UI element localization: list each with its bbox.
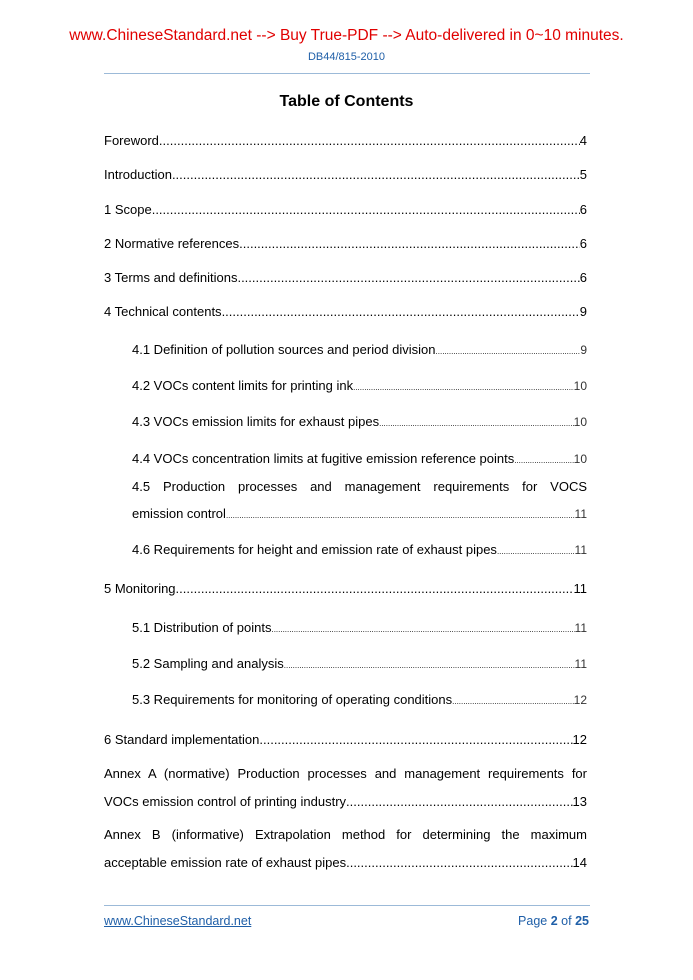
toc-label: 4.3 VOCs emission limits for exhaust pipes: [132, 414, 380, 429]
toc-label: 4 Technical contents: [104, 304, 222, 319]
page-of: of: [561, 914, 572, 928]
toc-label: Foreword: [104, 133, 159, 148]
toc-entry-annex-b[interactable]: [104, 855, 587, 870]
toc-entry-annex-a-line1[interactable]: Annex A (normative) Production processes and management requirements for: [104, 766, 587, 781]
toc-label: VOCs emission control of printing industry: [104, 794, 347, 809]
toc-page: 10: [573, 415, 587, 429]
toc-entry-terms[interactable]: [104, 270, 587, 285]
header-divider: [104, 73, 590, 74]
toc-page: 4: [579, 133, 587, 148]
toc-label: 4.4 VOCs concentration limits at fugitive emission reference points: [132, 451, 515, 466]
toc-entry-foreword[interactable]: [104, 133, 587, 148]
toc-page: 11: [574, 507, 587, 521]
toc-entry-5-2[interactable]: [132, 656, 587, 671]
toc-entry-5-3[interactable]: [132, 692, 587, 707]
footer-divider: [104, 905, 590, 906]
toc-entry-annex-b-line1[interactable]: Annex B (informative) Extrapolation method for determining the maximum: [104, 827, 587, 842]
toc-entry-monitoring[interactable]: [104, 581, 587, 596]
toc-page: 11: [574, 543, 587, 557]
toc-page: 11: [573, 581, 587, 596]
toc-page: 10: [573, 379, 587, 393]
purchase-banner[interactable]: www.ChineseStandard.net --> Buy True-PDF --> Auto-delivered in 0~10 minutes.: [69, 27, 624, 44]
toc-entry-4-4[interactable]: [132, 451, 587, 466]
toc-page: 11: [574, 657, 587, 671]
toc-label: 5.3 Requirements for monitoring of operating conditions: [132, 692, 453, 707]
page-number: [518, 914, 589, 928]
toc-label: 3 Terms and definitions: [104, 270, 238, 285]
toc-label: 6 Standard implementation: [104, 732, 260, 747]
toc-page: 13: [572, 794, 587, 809]
page-title: Table of Contents: [279, 93, 414, 110]
toc-label: 4.6 Requirements for height and emission rate of exhaust pipes: [132, 542, 497, 557]
toc-page: 6: [579, 270, 587, 285]
toc-entry-scope[interactable]: [104, 202, 587, 217]
page-current: 2: [550, 914, 558, 928]
toc-label: 5.1 Distribution of points: [132, 620, 272, 635]
toc-page: 12: [573, 693, 587, 707]
footer-website-link[interactable]: www.ChineseStandard.net: [104, 914, 252, 928]
toc-page: 12: [572, 732, 587, 747]
toc-label: 5.2 Sampling and analysis: [132, 656, 284, 671]
toc-entry-4-2[interactable]: [132, 378, 587, 393]
toc-label: 2 Normative references: [104, 236, 240, 251]
toc-label: 5 Monitoring: [104, 581, 176, 596]
toc-entry-4-1[interactable]: [132, 342, 587, 357]
toc-label: emission control: [132, 506, 226, 521]
toc-page: 11: [574, 621, 587, 635]
toc-label: 4.1 Definition of pollution sources and period division: [132, 342, 436, 357]
toc-entry-4-3[interactable]: [132, 414, 587, 429]
toc-entry-normative-references[interactable]: [104, 236, 587, 251]
toc-entry-5-1[interactable]: [132, 620, 587, 635]
toc-entry-introduction[interactable]: [104, 167, 587, 182]
document-number: DB44/815-2010: [307, 51, 386, 63]
toc-label: 4.2 VOCs content limits for printing ink: [132, 378, 354, 393]
toc-label: acceptable emission rate of exhaust pipes: [104, 855, 347, 870]
toc-page: 5: [579, 167, 587, 182]
toc-label: Introduction: [104, 167, 172, 182]
toc-entry-standard-implementation[interactable]: [104, 732, 587, 747]
toc-entry-technical-contents[interactable]: [104, 304, 587, 319]
toc-entry-annex-a[interactable]: [104, 794, 587, 809]
toc-entry-4-5-line1[interactable]: 4.5 Production processes and management requirements for VOCS: [132, 479, 587, 494]
toc-page: 10: [573, 452, 587, 466]
toc-page: 6: [579, 236, 587, 251]
toc-page: 14: [572, 855, 587, 870]
toc-label: 1 Scope: [104, 202, 152, 217]
toc-page: 6: [579, 202, 587, 217]
page-prefix: Page: [518, 914, 548, 928]
toc-page: 9: [580, 343, 587, 357]
toc-entry-4-6[interactable]: [132, 542, 587, 557]
page-total: 25: [575, 914, 589, 928]
toc-page: 9: [579, 304, 587, 319]
toc-entry-4-5[interactable]: [132, 506, 587, 521]
